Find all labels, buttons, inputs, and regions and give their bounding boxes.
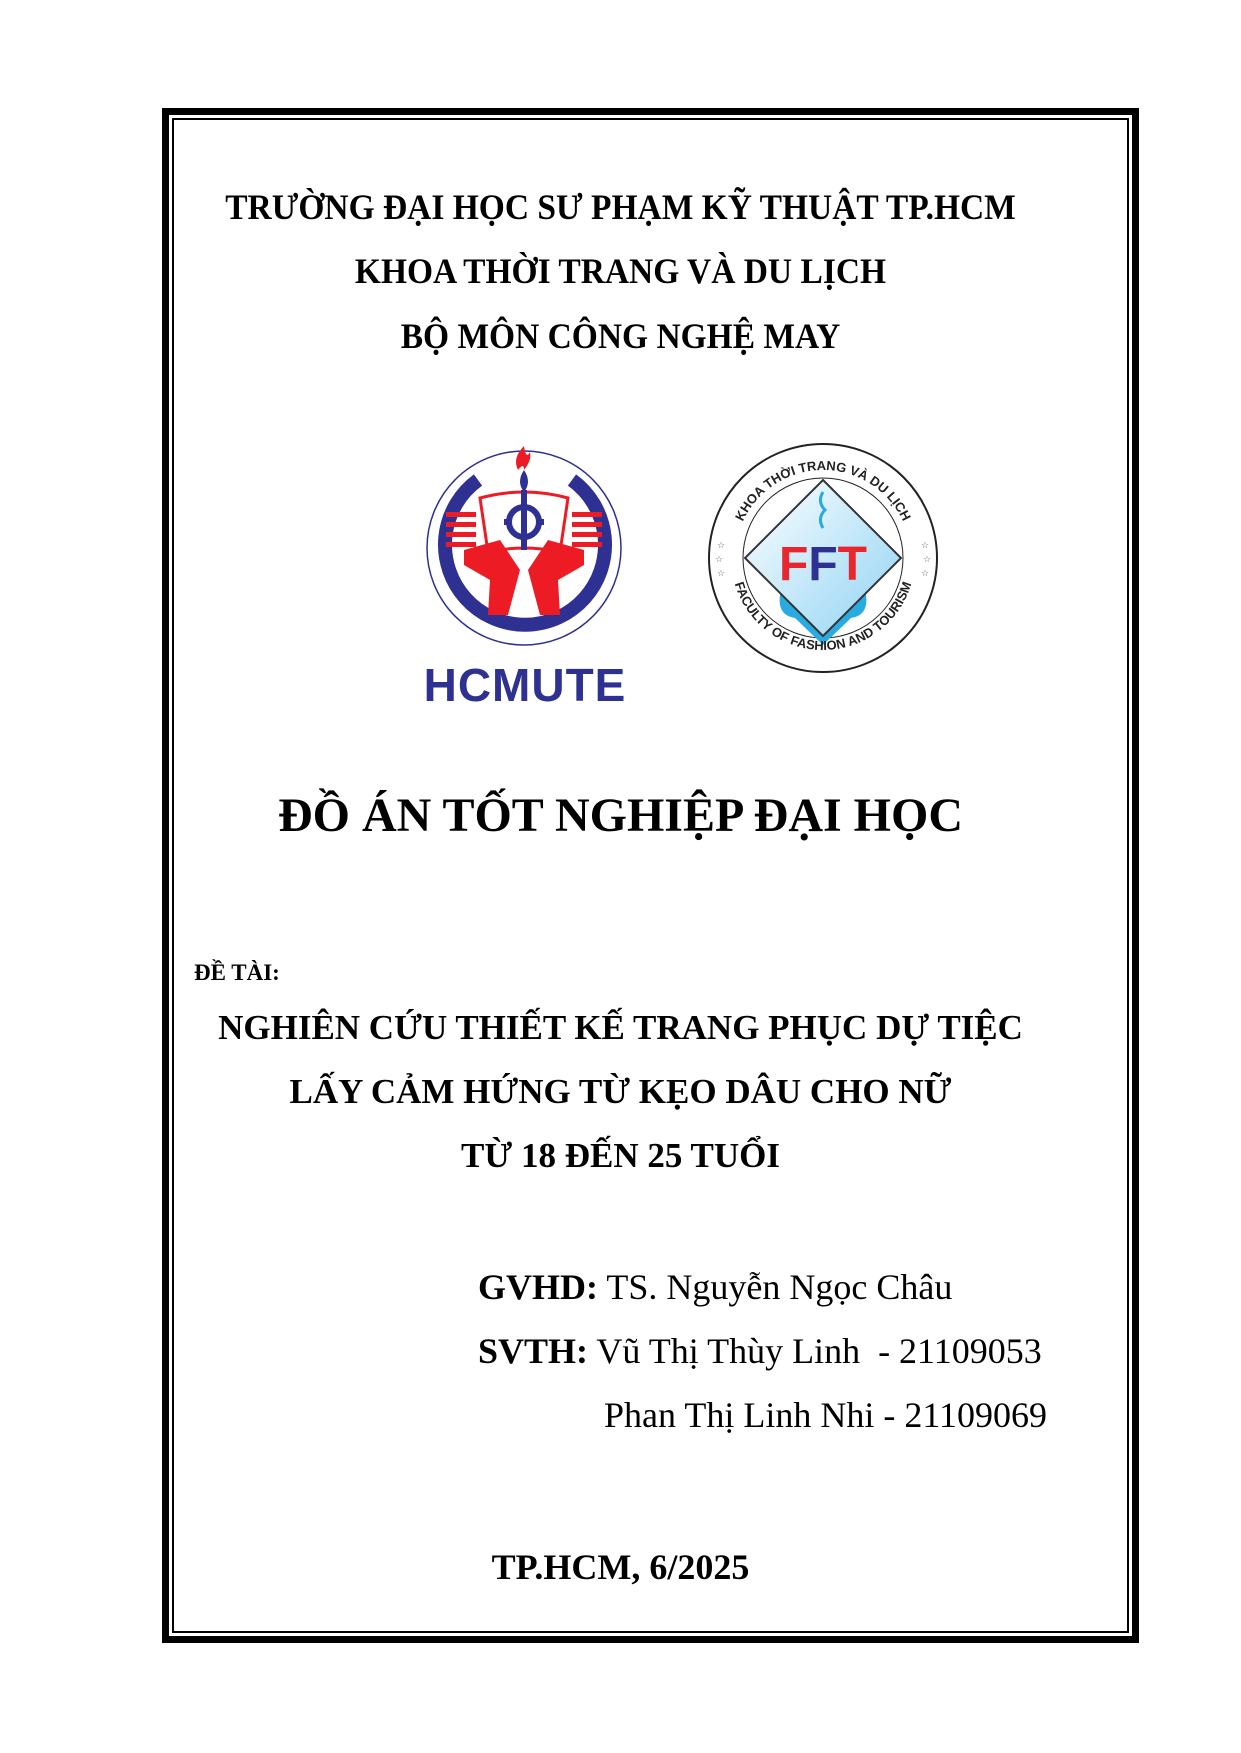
students-row [478,1330,1042,1372]
fft-emblem-icon [705,440,941,676]
student-2-row [604,1394,1047,1436]
svg-text:☆: ☆ [921,569,930,579]
topic-line-2: LẤY CẢM HỨNG TỪ KẸO DÂU CHO NỮ [289,1072,952,1111]
fft-logo [705,440,941,676]
students-label: SVTH: [478,1331,589,1371]
svg-text:☆: ☆ [921,541,930,551]
topic-line-1: NGHIÊN CỨU THIẾT KẾ TRANG PHỤC DỰ TIỆC [218,1008,1023,1047]
svg-text:KHOA THỜI TRANG VÀ DU LỊCH: KHOA THỜI TRANG VÀ DU LỊCH [732,457,914,524]
hcmute-logo [420,440,630,710]
topic-label: ĐỀ TÀI: [194,960,280,985]
student-2: Phan Thị Linh Nhi - 21109069 [604,1395,1047,1435]
document-type-title: ĐỒ ÁN TỐT NGHIỆP ĐẠI HỌC [277,789,963,842]
topic-line-3: TỪ 18 ĐẾN 25 TUỔI [461,1136,780,1175]
svg-text:FACULTY OF FASHION AND TOURISM: FACULTY OF FASHION AND TOURISM [731,579,915,654]
svg-text:☆: ☆ [717,541,726,551]
student-1: Vũ Thị Thùy Linh - 21109053 [596,1331,1042,1371]
place-date: TP.HCM, 6/2025 [491,1547,750,1587]
hcmute-wordmark: HCMUTE [423,659,627,711]
advisor-row [478,1266,952,1308]
faculty-name: KHOA THỜI TRANG VÀ DU LỊCH [354,251,887,291]
advisor-name: TS. Nguyễn Ngọc Châu [606,1267,953,1307]
svg-text:FFT: FFT [779,538,867,591]
svg-text:☆: ☆ [923,555,932,565]
university-name: TRƯỜNG ĐẠI HỌC SƯ PHẠM KỸ THUẬT TP.HCM [225,187,1016,227]
svg-text:☆: ☆ [717,569,726,579]
svg-text:☆: ☆ [715,555,724,565]
advisor-label: GVHD: [478,1267,598,1307]
department-name: BỘ MÔN CÔNG NGHỆ MAY [400,316,841,356]
